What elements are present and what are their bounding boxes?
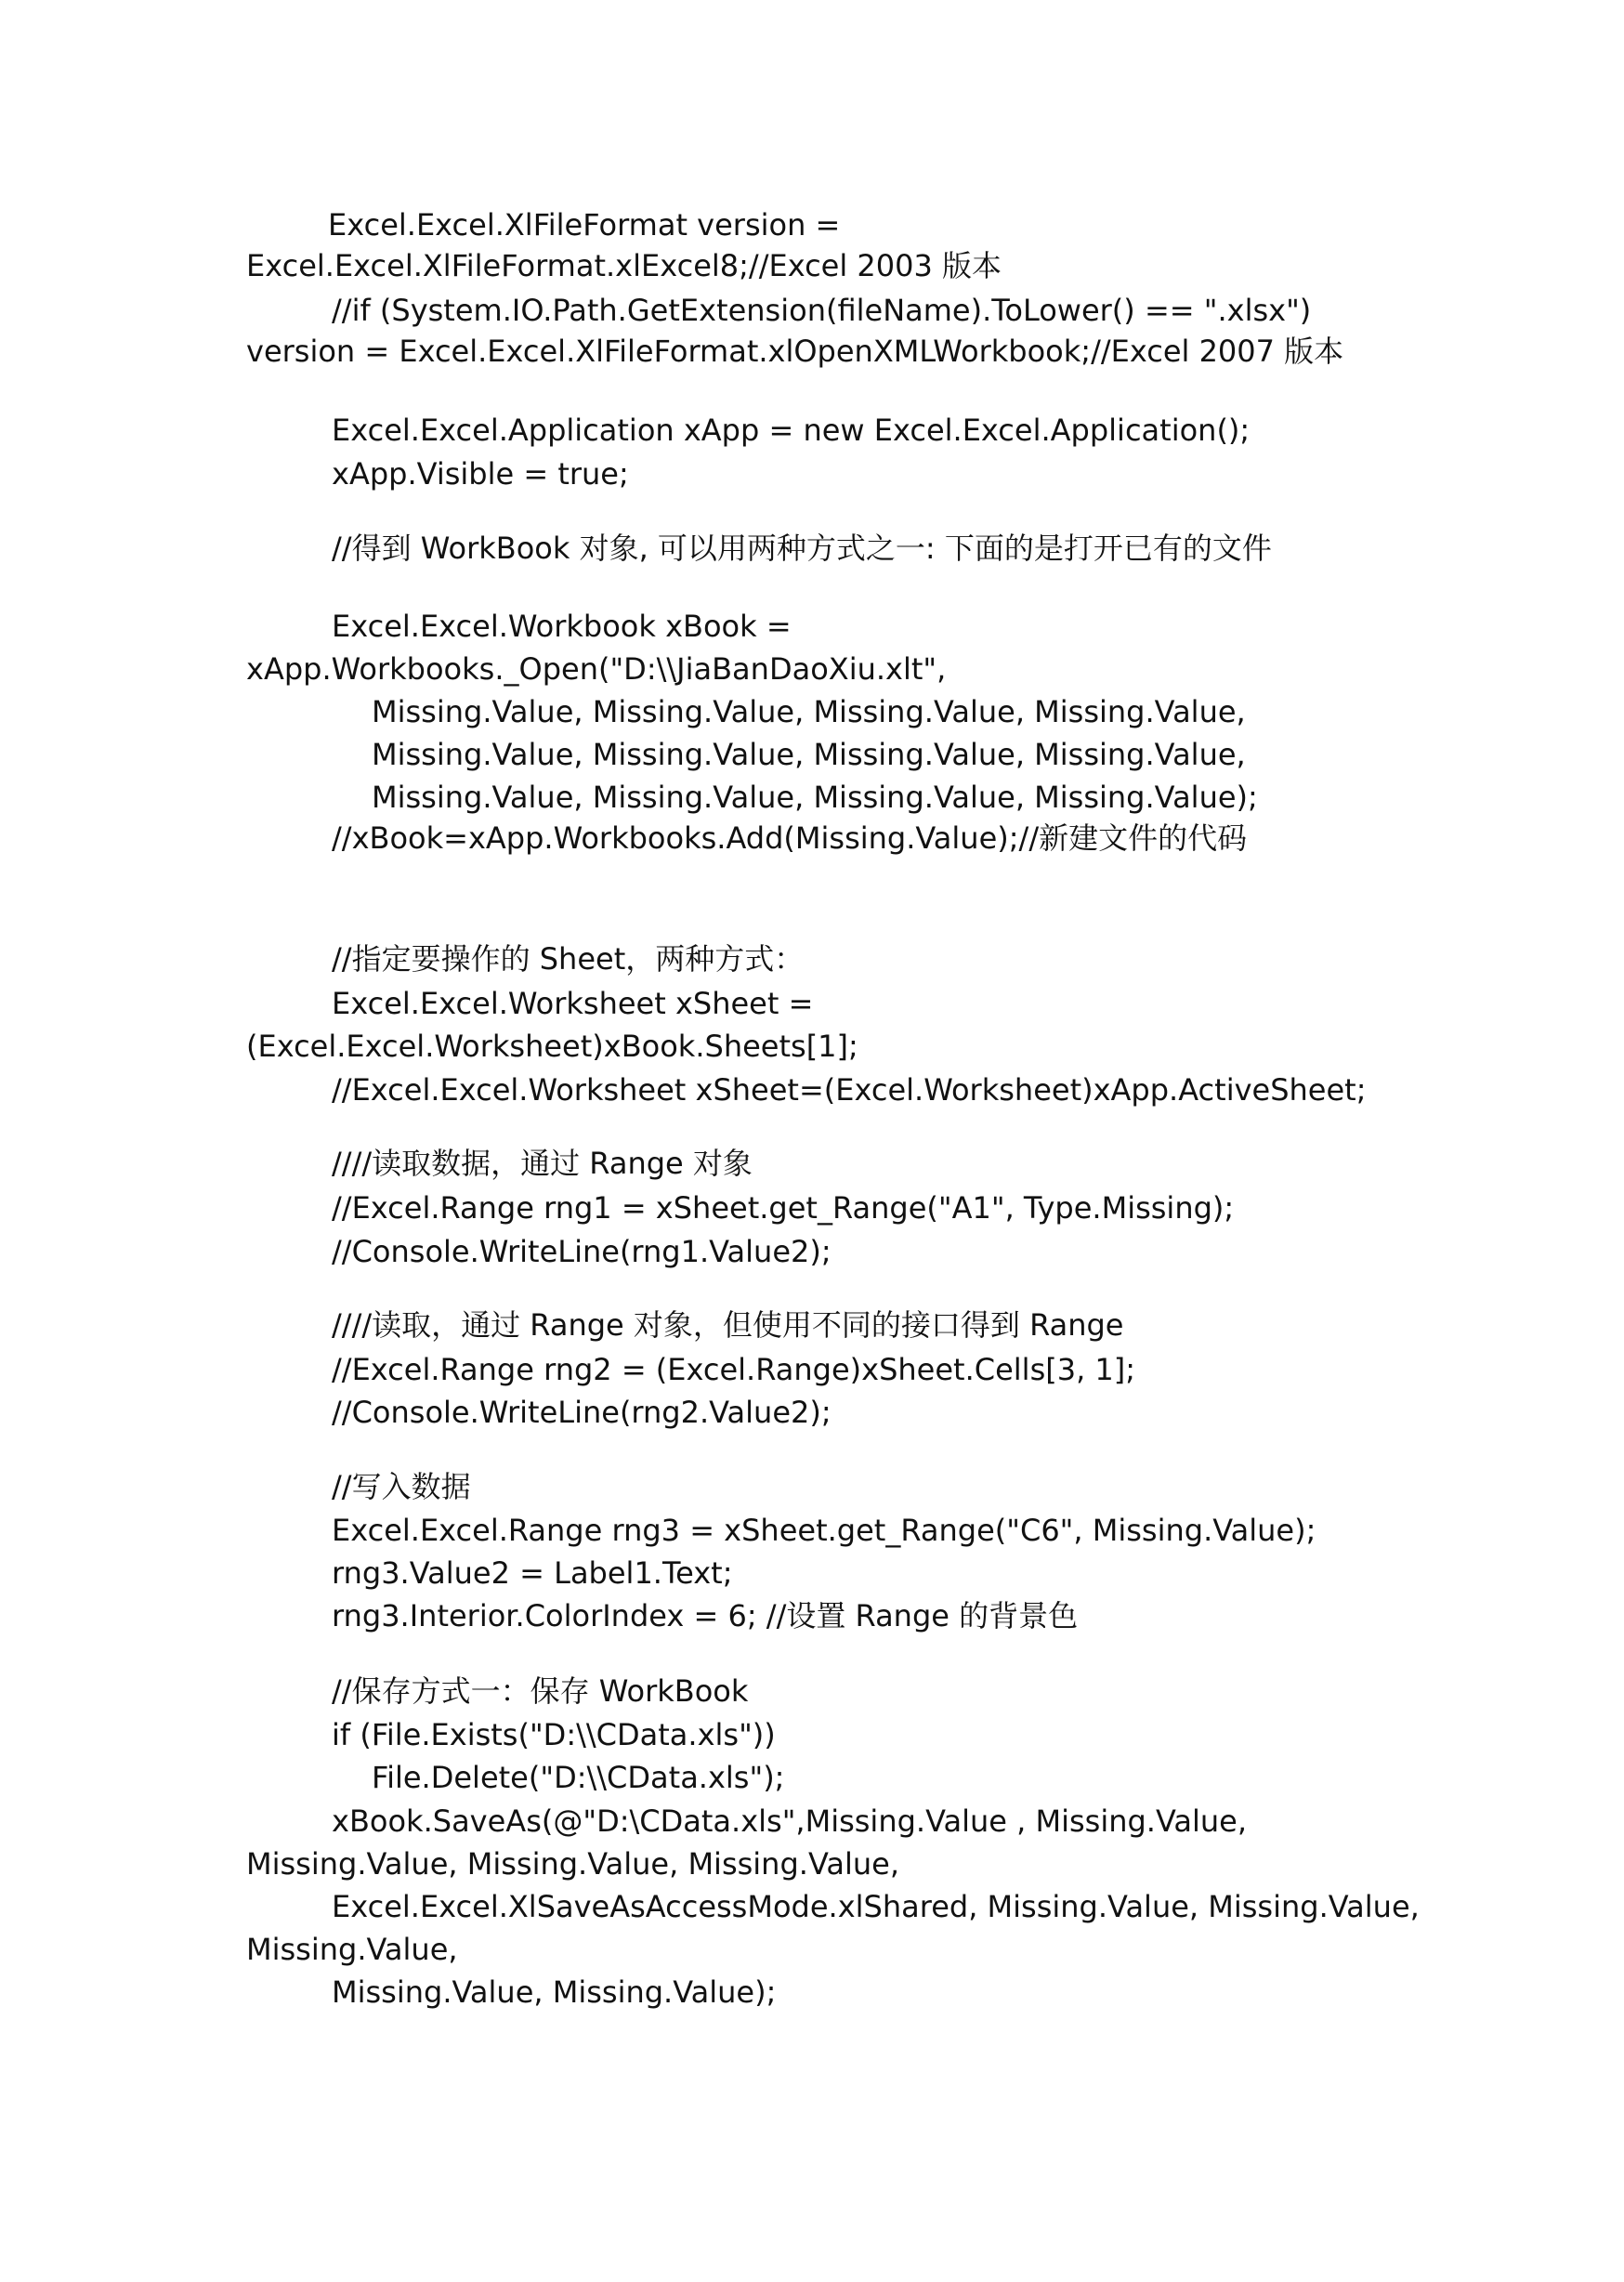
code-line: Missing.Value, Missing.Value, Missing.Value, Missing.Value, bbox=[372, 694, 1246, 729]
code-line: Excel.Excel.Workbook xBook = bbox=[332, 609, 792, 644]
code-line: //写入数据 bbox=[332, 1469, 471, 1504]
code-line: //Excel.Range rng2 = (Excel.Range)xSheet.Cells[3, 1]; bbox=[332, 1352, 1136, 1387]
code-line: ////读取，通过 Range 对象，但使用不同的接口得到 Range bbox=[332, 1307, 1124, 1343]
code-line: File.Delete("D:\\CData.xls"); bbox=[372, 1760, 785, 1795]
code-line: //保存方式一：保存 WorkBook bbox=[332, 1673, 749, 1709]
code-line: Missing.Value, Missing.Value, Missing.Value, Missing.Value, bbox=[372, 737, 1246, 772]
code-line: rng3.Interior.ColorIndex = 6; //设置 Range 的背景色 bbox=[332, 1598, 1079, 1633]
code-line: xBook.SaveAs(@"D:\CData.xls",Missing.Value , Missing.Value, bbox=[332, 1803, 1248, 1839]
code-line: Excel.Excel.Application xApp = new Excel.Excel.Application(); bbox=[332, 413, 1251, 448]
code-line: Missing.Value, Missing.Value, Missing.Value, bbox=[246, 1846, 899, 1882]
code-line: //Excel.Range rng1 = xSheet.get_Range("A1", Type.Missing); bbox=[332, 1190, 1235, 1226]
code-line: Missing.Value, bbox=[246, 1932, 458, 1967]
code-line: //得到 WorkBook 对象, 可以用两种方式之一: 下面的是打开已有的文件 bbox=[332, 531, 1272, 566]
code-line: ////读取数据，通过 Range 对象 bbox=[332, 1146, 753, 1181]
code-line: version = Excel.Excel.XlFileFormat.xlOpenXMLWorkbook;//Excel 2007 版本 bbox=[246, 334, 1344, 369]
code-line: (Excel.Excel.Worksheet)xBook.Sheets[1]; bbox=[246, 1029, 858, 1064]
code-line: if (File.Exists("D:\\CData.xls")) bbox=[332, 1717, 776, 1752]
code-line: //xBook=xApp.Workbooks.Add(Missing.Value);//新建文件的代码 bbox=[332, 820, 1248, 856]
code-line: Excel.Excel.Range rng3 = xSheet.get_Range("C6", Missing.Value); bbox=[332, 1513, 1316, 1548]
code-line: xApp.Visible = true; bbox=[332, 456, 629, 492]
code-line: Excel.Excel.XlFileFormat version = bbox=[328, 207, 841, 243]
code-line: //Console.WriteLine(rng1.Value2); bbox=[332, 1234, 832, 1269]
code-line: Missing.Value, Missing.Value); bbox=[332, 1974, 777, 2010]
code-line: Excel.Excel.Worksheet xSheet = bbox=[332, 986, 814, 1021]
code-line: Excel.Excel.XlFileFormat.xlExcel8;//Excel 2003 版本 bbox=[246, 248, 1002, 283]
code-line: rng3.Value2 = Label1.Text; bbox=[332, 1555, 733, 1591]
code-line: //if (System.IO.Path.GetExtension(fileName).ToLower() == ".xlsx") bbox=[332, 293, 1312, 328]
code-line: xApp.Workbooks._Open("D:\\JiaBanDaoXiu.xlt", bbox=[246, 651, 947, 687]
code-line: Excel.Excel.XlSaveAsAccessMode.xlShared, Missing.Value, Missing.Value, bbox=[332, 1889, 1420, 1924]
code-line: //Console.WriteLine(rng2.Value2); bbox=[332, 1395, 832, 1430]
code-line: //指定要操作的 Sheet，两种方式： bbox=[332, 941, 805, 977]
code-line: //Excel.Excel.Worksheet xSheet=(Excel.Worksheet)xApp.ActiveSheet; bbox=[332, 1072, 1367, 1108]
code-line: Missing.Value, Missing.Value, Missing.Value, Missing.Value); bbox=[372, 780, 1258, 815]
